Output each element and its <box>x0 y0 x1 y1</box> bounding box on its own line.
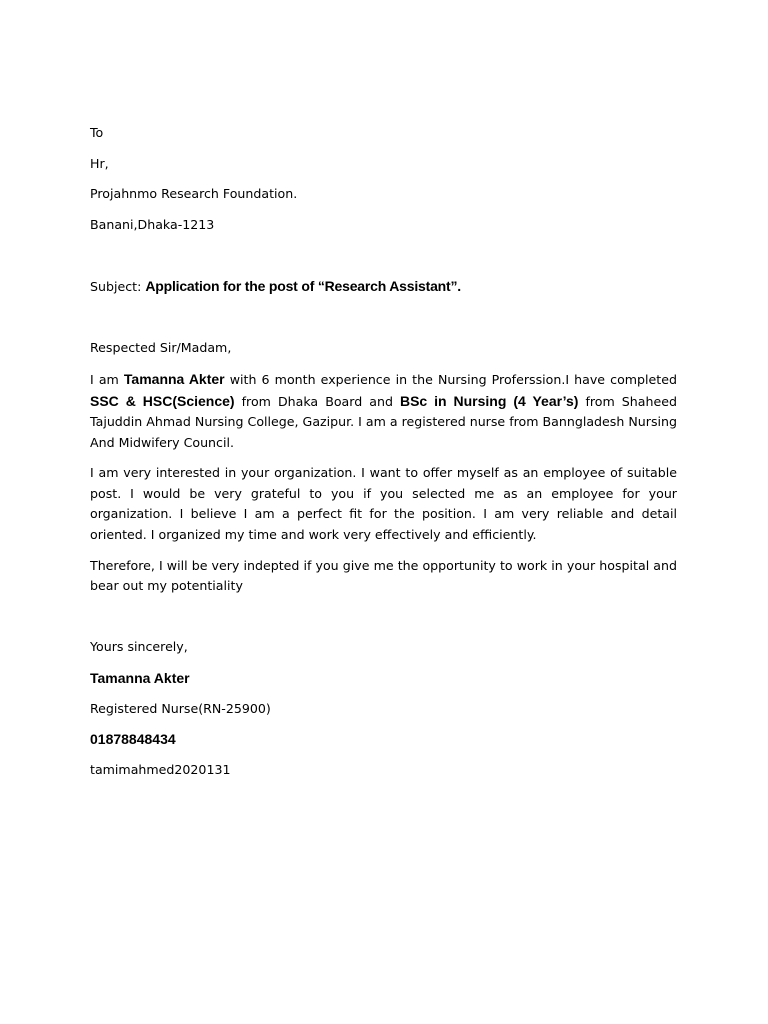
paragraph-interest: I am very interested in your organization. I want to offer myself as an employee of suitable post. I would be very grateful to you if you selected me as an employee for your organization. I believe I am a perfect fit for the position. I am very reliable and detail oriented. I organized my time and work very effectively and efficiently. <box>90 465 677 542</box>
qualification-bsc: BSc in Nursing (4 Year’s) <box>399 392 579 409</box>
signature-title: Registered Nurse(RN-25900) <box>90 700 271 716</box>
recipient-organization: Projahnmo Research Foundation. <box>90 186 298 202</box>
signature-phone: 01878848434 <box>90 731 176 748</box>
signature-name: Tamanna Akter <box>90 669 190 686</box>
qualification-ssc-hsc: SSC & HSC(Science) <box>90 392 235 409</box>
intro-text-2: with 6 month experience in the Nursing Proferssion.I have completed <box>229 372 677 388</box>
letter-body <box>90 123 677 791</box>
recipient-to: To <box>90 125 104 140</box>
recipient-hr: Hr, <box>90 155 109 171</box>
signature-email: tamimahmed2020131 <box>90 761 231 777</box>
salutation: Respected Sir/Madam, <box>90 340 232 356</box>
recipient-address: Banani,Dhaka-1213 <box>90 217 215 233</box>
intro-text-4: from Shaheed Tajuddin Ahmad Nursing College, Gazipur. I am a registered nurse from Banngladesh Nursing And Midwifery Council. <box>90 393 677 450</box>
subject-line <box>90 276 677 298</box>
closing-sign-off: Yours sincerely, <box>90 639 188 655</box>
paragraph-introduction <box>90 369 677 453</box>
applicant-name-inline: Tamanna Akter <box>123 371 225 388</box>
intro-text-1: I am <box>90 372 119 388</box>
paragraph-conclusion: Therefore, I will be very indepted if you give me the opportunity to work in your hospital and bear out my potentiality <box>90 557 677 593</box>
subject-label: Subject: <box>90 279 142 295</box>
intro-text-3: from Dhaka Board and <box>241 393 393 409</box>
subject-text: Application for the post of “Research Assistant”. <box>145 278 461 295</box>
